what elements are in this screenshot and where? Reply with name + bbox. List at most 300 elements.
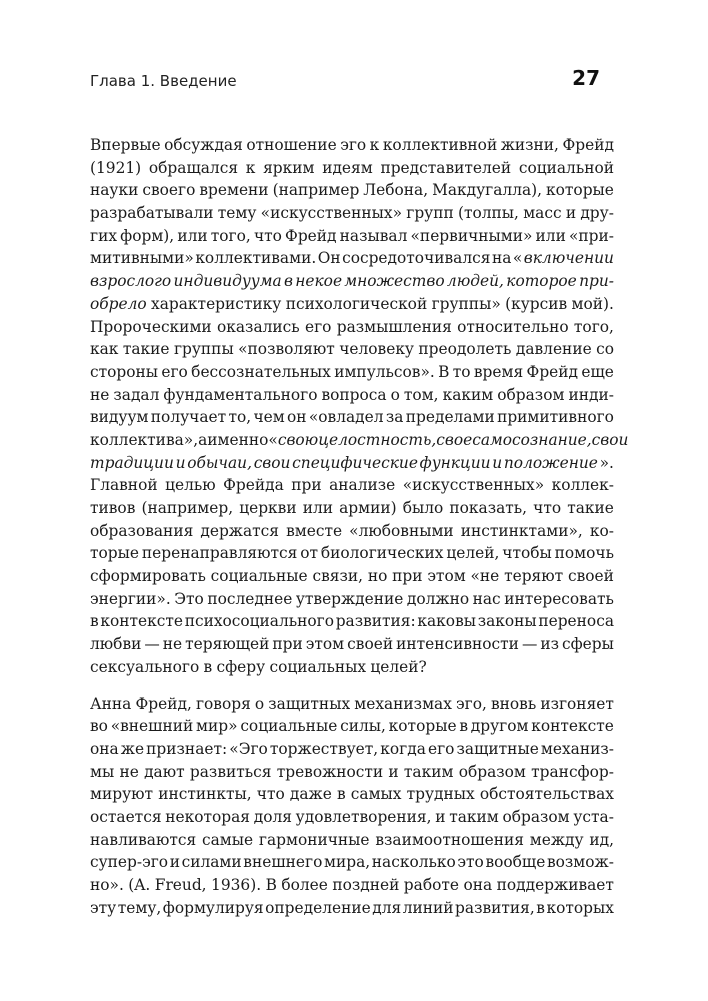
word: отношение — [246, 136, 337, 154]
word: свои — [591, 430, 629, 449]
text-line — [90, 429, 629, 452]
word: ». — [599, 453, 614, 472]
word: коллективами. — [195, 249, 317, 268]
word: «позволяют — [238, 340, 335, 359]
word: своей — [567, 567, 614, 586]
word: (толпы, — [457, 204, 519, 223]
word: для — [372, 898, 402, 917]
word: линий — [402, 898, 454, 917]
word: В — [438, 362, 450, 381]
word: групп — [406, 204, 454, 223]
word: представителей — [380, 158, 512, 177]
text-line — [90, 452, 614, 475]
word: примитивного — [497, 408, 614, 427]
word: ярким — [263, 158, 315, 177]
word: теряют — [504, 567, 564, 586]
word: развития: — [335, 612, 416, 631]
word: или — [535, 226, 566, 245]
word: «при- — [568, 226, 614, 245]
word: которые — [388, 717, 457, 736]
word: силами — [181, 853, 242, 872]
paragraph-gap — [90, 679, 614, 693]
word: защитных — [268, 694, 351, 713]
word: тему, — [117, 898, 162, 917]
word: армии) — [339, 499, 397, 517]
word: такие — [122, 340, 170, 359]
word: он — [287, 408, 307, 427]
text-line — [90, 497, 614, 520]
word: и — [435, 807, 446, 826]
word: или — [177, 226, 208, 245]
word: Фрейда — [223, 476, 284, 495]
word: таким — [449, 807, 499, 826]
word: сексуального — [90, 657, 200, 676]
word: остается — [90, 807, 162, 826]
word: тревожности — [276, 762, 384, 781]
text-line — [90, 829, 614, 852]
word: навливаются — [90, 830, 197, 849]
word: даже — [289, 785, 332, 804]
word: связи, — [312, 567, 364, 586]
word: (курсив — [505, 294, 568, 313]
word: Главной — [90, 476, 158, 495]
word: при — [291, 476, 322, 495]
word: получает — [150, 408, 227, 427]
word: включении — [523, 249, 614, 268]
word: В — [265, 876, 277, 894]
word: дают — [144, 762, 185, 781]
word: разрабатывали — [90, 204, 214, 223]
word: трансфор- — [531, 762, 614, 781]
text-line — [90, 384, 614, 407]
word: торжествует, — [269, 739, 379, 758]
word: в — [336, 785, 346, 804]
word: при- — [579, 272, 614, 291]
word: более — [281, 876, 328, 894]
word: психосоциального — [184, 612, 334, 631]
word: развиться — [189, 762, 272, 781]
word: того, — [210, 226, 251, 245]
word: которое — [506, 272, 577, 291]
word: обрело — [90, 294, 147, 313]
word: именно — [207, 430, 269, 449]
word: тивов — [90, 499, 136, 517]
word: удовлетворения, — [295, 807, 432, 826]
word: взрослого — [90, 272, 172, 291]
word: идеям — [322, 158, 373, 177]
word: самые — [202, 830, 254, 849]
word: социальных — [269, 657, 367, 676]
word: Фрейд, — [135, 694, 192, 713]
word: того, — [573, 317, 614, 336]
word: традиции — [90, 453, 174, 472]
word: последнее — [207, 589, 293, 608]
word: она — [463, 876, 493, 894]
word: 1936). — [211, 876, 262, 894]
word: и — [565, 204, 577, 223]
word: о — [390, 385, 400, 404]
word: которые — [546, 181, 614, 200]
word: (например — [272, 181, 360, 200]
word: когда — [380, 739, 426, 758]
word: силы, — [340, 717, 386, 736]
word: его — [427, 739, 455, 758]
text-line — [90, 565, 614, 588]
word: Freud, — [154, 876, 207, 894]
word: от — [300, 544, 318, 563]
word: мы — [90, 762, 115, 781]
word: своего — [142, 181, 196, 200]
word: некоторая — [165, 807, 251, 826]
word: этом — [427, 567, 466, 586]
word: и — [388, 762, 399, 781]
word: каким — [442, 385, 494, 404]
word: не — [162, 635, 183, 654]
paragraph — [90, 134, 629, 679]
word: анализе — [329, 476, 396, 495]
word: «первичными» — [410, 226, 533, 245]
text-line — [90, 656, 614, 679]
word: Лебона, — [363, 181, 429, 200]
word: Анна — [90, 694, 132, 713]
word: говоря — [195, 694, 251, 713]
word: переноса — [538, 612, 614, 631]
word: инстинктами», — [460, 521, 583, 540]
word: и — [175, 453, 186, 472]
word: « — [512, 249, 523, 268]
word: формулируя — [162, 898, 264, 917]
word: это — [457, 853, 484, 872]
word: том, — [403, 385, 439, 404]
word: его — [161, 362, 188, 381]
word: целостность, — [318, 430, 437, 449]
text-line — [90, 874, 614, 897]
word: функции — [419, 453, 491, 472]
word: показать, — [449, 499, 528, 517]
word: сосредоточивался — [342, 249, 491, 268]
word: и — [169, 853, 180, 872]
word: (1921) — [90, 158, 142, 177]
word: целей? — [370, 657, 427, 676]
text-line — [90, 293, 614, 316]
word: интенсивности — [396, 635, 519, 654]
word: но». — [90, 876, 124, 894]
word: что — [256, 785, 285, 804]
word: образования — [90, 521, 194, 540]
word: о — [254, 694, 265, 713]
text-line — [90, 806, 614, 829]
word: за — [385, 408, 404, 427]
word: обстоятельствах — [479, 785, 614, 804]
word: коллективной — [382, 136, 498, 154]
word: свою — [277, 430, 319, 449]
word: Макдугалла), — [432, 181, 543, 200]
word: любви — [90, 635, 142, 654]
word: в — [203, 657, 213, 676]
word: во — [90, 717, 108, 736]
word: поздней — [332, 876, 400, 894]
word: что — [253, 226, 282, 245]
word: оказались — [216, 317, 300, 336]
word: мируют — [90, 785, 154, 804]
word: Фрейд — [562, 136, 614, 154]
word: «Эго — [229, 739, 268, 758]
word: трудных — [406, 785, 475, 804]
word: характеристику — [151, 294, 282, 313]
word: обычаи, — [187, 453, 252, 472]
word: масс — [523, 204, 562, 223]
word: насколько — [371, 853, 456, 872]
word: «любовными — [349, 521, 454, 540]
word: а — [198, 430, 208, 449]
word: между — [529, 830, 584, 849]
word: множество — [344, 272, 445, 291]
word: мой). — [571, 294, 614, 313]
word: гармоничные — [258, 830, 370, 849]
word: держатся — [200, 521, 279, 540]
word: из — [540, 635, 559, 654]
text-line — [90, 157, 614, 180]
word: супер-эго — [90, 853, 169, 872]
word: Впервые — [90, 136, 161, 154]
word: или — [302, 499, 333, 517]
word: психологической — [285, 294, 428, 313]
word: работе — [403, 876, 459, 894]
word: то — [452, 362, 471, 381]
word: механизмах — [354, 694, 452, 713]
word: преодолеть — [418, 340, 512, 359]
word: группы — [173, 340, 234, 359]
word: — — [144, 635, 160, 654]
text-line — [90, 179, 614, 202]
word: такие — [567, 499, 614, 517]
text-line — [90, 361, 614, 384]
word: гих — [90, 226, 118, 245]
word: «овладел — [308, 408, 384, 427]
word: интересовать — [504, 589, 614, 608]
word: в — [90, 612, 99, 631]
word: самосознание, — [472, 430, 592, 449]
text-line — [90, 851, 614, 874]
word: она — [90, 739, 119, 758]
word: уста- — [573, 807, 614, 826]
word: свое — [436, 430, 473, 449]
word: в — [459, 717, 469, 736]
word: своей — [347, 635, 394, 654]
word: социальные — [240, 717, 338, 736]
word: было — [402, 499, 444, 517]
word: эго, — [456, 694, 487, 713]
word: сформировать — [90, 567, 206, 586]
word: положение — [503, 453, 598, 472]
word: не — [90, 385, 110, 404]
text-line — [90, 134, 614, 157]
word: форм), — [120, 226, 175, 245]
text-line — [90, 633, 614, 656]
word: инди- — [568, 385, 614, 404]
word: специфические — [292, 453, 418, 472]
word: внешнего — [243, 853, 323, 872]
word: некое — [295, 272, 343, 291]
word: теряющей — [185, 635, 270, 654]
word: контексте — [100, 612, 183, 631]
word: признает: — [146, 739, 228, 758]
word: но — [367, 567, 388, 586]
page-number: 27 — [572, 66, 600, 90]
word: развития, — [455, 898, 535, 917]
word: «искусственных» — [260, 204, 403, 223]
word: называл — [339, 226, 408, 245]
word: чтобы — [502, 544, 552, 563]
word: и — [492, 453, 503, 472]
text-line — [90, 270, 614, 293]
word: изгоняет — [540, 694, 614, 713]
text-line — [90, 542, 614, 565]
word: которых — [546, 898, 614, 917]
paragraph — [90, 693, 614, 920]
text-line — [90, 783, 614, 806]
text-line — [90, 715, 614, 738]
word: как — [90, 340, 119, 359]
word: вместе — [286, 521, 343, 540]
word: вновь — [490, 694, 537, 713]
text-line — [90, 693, 614, 716]
word: дру- — [580, 204, 614, 223]
word: сферу — [216, 657, 266, 676]
word: его — [304, 317, 332, 336]
word: биологических — [320, 544, 444, 563]
word: относительно — [457, 317, 569, 336]
word: же — [120, 739, 145, 758]
word: стороны — [90, 362, 159, 381]
word: защитные — [456, 739, 539, 758]
word: энергии». — [90, 589, 171, 608]
word: «искусственных» — [402, 476, 545, 495]
word: «внешний — [110, 717, 194, 736]
word: Пророческими — [90, 317, 212, 336]
word: бессознательных — [191, 362, 331, 381]
word: то, — [228, 408, 252, 427]
word: эго — [340, 136, 367, 154]
word: обращался — [148, 158, 239, 177]
text-line — [90, 610, 614, 633]
word: размышления — [336, 317, 452, 336]
text-line — [90, 738, 614, 761]
word: при — [392, 567, 423, 586]
word: поддерживает — [496, 876, 614, 894]
text-line — [90, 225, 614, 248]
word: определение — [265, 898, 371, 917]
word: фундаментального — [163, 385, 318, 404]
word: чем — [253, 408, 285, 427]
word: науки — [90, 181, 139, 200]
word: обсуждая — [164, 136, 243, 154]
word: инстинкты, — [158, 785, 252, 804]
word: давление — [515, 340, 592, 359]
word: образом — [458, 762, 526, 781]
word: тему — [217, 204, 257, 223]
text-line — [90, 247, 614, 270]
word: «не — [470, 567, 500, 586]
word: время — [473, 362, 524, 381]
word: вопроса — [321, 385, 387, 404]
word: церкви — [239, 499, 297, 517]
word: коллек- — [551, 476, 614, 495]
word: группы» — [431, 294, 501, 313]
word: к — [369, 136, 380, 154]
word: сферы — [561, 635, 614, 654]
text-line — [90, 520, 614, 543]
word: (например, — [141, 499, 234, 517]
word: ко- — [589, 521, 614, 540]
word: — — [521, 635, 538, 654]
text-line — [90, 406, 614, 429]
word: таким — [403, 762, 454, 781]
word: вообще — [485, 853, 546, 872]
word: людей, — [446, 272, 504, 291]
word: возмож- — [546, 853, 614, 872]
word: коллектива», — [90, 430, 199, 449]
word: « — [268, 430, 278, 449]
word: (A. — [128, 876, 151, 894]
word: помочь — [554, 544, 614, 563]
word: пределами — [405, 408, 495, 427]
word: индивидуума — [173, 272, 282, 291]
word: нас — [472, 589, 501, 608]
text-line — [90, 202, 614, 225]
word: мир» — [196, 717, 238, 736]
word: не — [119, 762, 139, 781]
word: мира, — [323, 853, 371, 872]
word: человеку — [339, 340, 414, 359]
word: при — [272, 635, 303, 654]
word: законы — [477, 612, 537, 631]
word: в — [283, 272, 293, 291]
word: в — [536, 898, 545, 917]
word: этом — [305, 635, 345, 654]
word: свои — [253, 453, 291, 472]
word: социальной — [518, 158, 614, 177]
word: ид, — [589, 830, 614, 849]
running-head: Глава 1. Введение — [90, 72, 237, 90]
word: жизни, — [500, 136, 559, 154]
word: образом — [502, 807, 570, 826]
word: Фрейд — [526, 362, 579, 381]
word: перенаправляются — [141, 544, 298, 563]
word: каковы — [417, 612, 476, 631]
word: целей, — [446, 544, 500, 563]
text-line — [90, 897, 614, 920]
word: другом — [470, 717, 529, 736]
body-text — [90, 134, 629, 919]
word: времени — [199, 181, 269, 200]
word: социальные — [210, 567, 308, 586]
word: задал — [113, 385, 160, 404]
word: эту — [90, 898, 117, 917]
word: доля — [253, 807, 292, 826]
word: что — [533, 499, 562, 517]
word: Это — [174, 589, 204, 608]
word: импульсов». — [334, 362, 435, 381]
word: самых — [350, 785, 402, 804]
word: еще — [581, 362, 614, 381]
word: образом — [497, 385, 565, 404]
word: со — [596, 340, 614, 359]
word: Фрейд — [285, 226, 337, 245]
word: торые — [90, 544, 139, 563]
text-line — [90, 474, 614, 497]
word: контексте — [531, 717, 614, 736]
